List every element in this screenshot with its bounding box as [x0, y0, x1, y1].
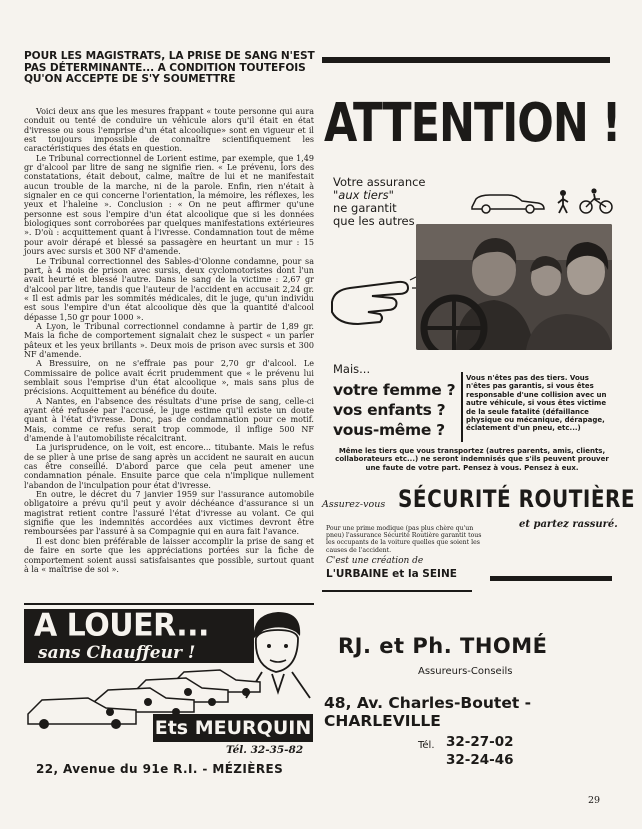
article-paragraph: A Bressuire, on ne s'effraie pas pour 2,70 gr d'alcool. Le Commissaire de police avait écrit prudemment que « le prévenu lui semblait sous l'emprise d'un état alcoolique », mais sans plus de précisions. Acquittement au bénéfice du doute. [24, 359, 314, 397]
article-paragraph: A Lyon, le Tribunal correctionnel condamne à partir de 1,89 gr. Mais la fiche de comportement signalait chez le suspect « un parler pâteux et les yeux brillants ». Deux mois de prison avec sursis et 300 NF d'amende. [24, 321, 314, 359]
thome-subtitle: Assureurs-Conseils [418, 666, 513, 677]
mais-questions: Mais... votre femme ? vos enfants ? vous-même ? [333, 362, 456, 439]
article-body [24, 107, 314, 574]
article-paragraph: En outre, le décret du 7 janvier 1959 sur l'assurance automobile obligatoire a prévu qu'il peut y avoir déchéance d'assurance si un magistrat retient contre l'assuré l'état d'ivresse au volant. Ce qui signifie que les indemnités accordées aux victimes devront être remboursées par l'assuré à sa Compagnie qui en aura fait l'avance. [24, 490, 314, 537]
assurance-text: Votre assurance "aux tiers" ne garantit que les autres [333, 175, 426, 228]
thome-name: RJ. et Ph. THOMÉ [338, 634, 548, 658]
family-photo [416, 224, 612, 350]
article-title: POUR LES MAGISTRATS, LA PRISE DE SANG N'EST PAS DÉTERMINANTE... A CONDITION TOUTEFOIS QU'ON ACCEPTE DE S'Y SOUMETTRE [24, 50, 315, 85]
prime-text: Pour une prime modique (pas plus chère qu'un pneu) l'assurance Sécurité Routière garantit tous les occupants de la voiture quelles que soient les causes de l'accident. [326, 525, 482, 554]
meurquin-banner: Ets MEURQUIN [153, 714, 313, 742]
article-paragraph: A Nantes, en l'absence des résultats d'une prise de sang, celle-ci ayant été refusée par l'accusé, le juge estime qu'il existe un doute quant à l'état d'ivresse. Donc, pas de condamnation pour ce motif. Mais, comme ce refus serait trop commode, il inflige 500 NF d'amende à l'automobiliste récalcitrant. [24, 396, 314, 444]
car-bicycle-icon [468, 187, 614, 215]
side-note: Vous n'êtes pas des tiers. Vous n'êtes pas garantis, si vous êtes responsable d'une collision avec un autre véhicule, si vous êtes victime de la seule fatalité (défaillance physique ou mécanique, dérapage, éclatement d'un pneu, etc...) [466, 374, 607, 433]
mid-rule-left [322, 590, 472, 592]
thome-address: 48, Av. Charles-Boutet - CHARLEVILLE [324, 694, 532, 730]
meurquin-phone: Tél. 32-35-82 [226, 744, 304, 756]
thome-tel-label: Tél. [418, 740, 435, 751]
mid-rule-right [490, 576, 612, 581]
article-paragraph: Le Tribunal correctionnel de Lorient estime, par exemple, que 1,49 gr d'alcool par litre de sang ne signifie rien. « Le prévenu, lors des constatations, était debout, calme, maître de lui et ne manifestait aucun trouble de la marche, ni de la parole. Enfin, rien n'était à signaler en ce qui concerne l'orientation, la mémoire, les réflexes, les yeux et l'haleine ». Conclusion : « On ne peut affirmer qu'une personne est sous l'empire d'un état alcoolique que si les données biologiques sont corroborées par quelques manifestations extérieures ». D'où : acquittement quant à l'ivresse. Condamnation tout de même pour avoir dérapé et blessé sa passagère en heurtant un mur : 15 jours avec sursis et 300 NF d'amende. [24, 153, 314, 257]
thome-tel-numbers: 32-27-02 32-24-46 [446, 734, 514, 768]
sans-chauffeur-text: sans Chauffeur ! [38, 643, 196, 663]
securite-routiere-brand: SÉCURITÉ ROUTIÈRE [398, 484, 636, 513]
tagline: et partez rassuré. [519, 519, 618, 530]
top-rule [322, 57, 610, 63]
creation-text: C'est une création de [326, 556, 424, 566]
louer-banner [24, 609, 254, 663]
meme-les-tiers-text: Même les tiers que vous transportez (autres parents, amis, clients, collaborateurs etc...) ne seront indemnisés que s'ils peuvent prouver une faute de votre part. Pensez à vous. Pensez à eux. [335, 447, 609, 472]
assurez-vous-text: Assurez-vous [322, 499, 386, 510]
attention-headline: ATTENTION ! [324, 92, 621, 155]
louer-headline: A LOUER... [34, 607, 209, 644]
vertical-divider [461, 372, 463, 442]
meurquin-address: 22, Avenue du 91e R.I. - MÉZIÈRES [36, 762, 284, 776]
article-paragraph: Le Tribunal correctionnel des Sables-d'Olonne condamne, pour sa part, à 4 mois de prison avec sursis, deux cyclomotoristes dont l'un avait heurté et blessé l'autre. Dans le sang de la victime : 2,67 gr d'alcool par litre, tandis que l'auteur de l'accident en accusait 2,24 gr. « Il est admis par les sommités médicales, dit le juge, qu'un individu est sous l'empire d'un état alcoolique dès que la quantité d'alcool dépasse 1,50 gr pour 1000 ». [24, 256, 314, 322]
article-paragraph: Il est donc bien préférable de laisser accomplir la prise de sang et de faire en sorte que les appréciations portées sur la fiche de comportement soient aussi satisfaisantes que possible, surtout quant à la « maîtrise de soi ». [24, 536, 314, 574]
page-number: 29 [588, 795, 601, 806]
urbaine-brand: L'URBAINE et la SEINE [326, 568, 457, 580]
louer-top-rule [24, 603, 314, 605]
article-paragraph: Voici deux ans que les mesures frappant « toute personne qui aura conduit ou tenté de conduire un véhicule alors qu'il était en état d'ivresse ou sous l'emprise d'un état alcoolique» sont en vigueur et il est toujours impossible de connaître scientifiquement les caractéristiques des états en question. [24, 107, 314, 154]
article-paragraph: La jurisprudence, on le voit, est encore... titubante. Mais le refus de se plier à une prise de sang après un accident ne saurait en aucun cas être conseillé. D'abord parce que cela peut amener une condamnation pénale. Ensuite parce que cela n'implique nullement l'abandon de l'inculpation pour état d'ivresse. [24, 443, 314, 490]
pointing-hand-icon [328, 272, 424, 328]
